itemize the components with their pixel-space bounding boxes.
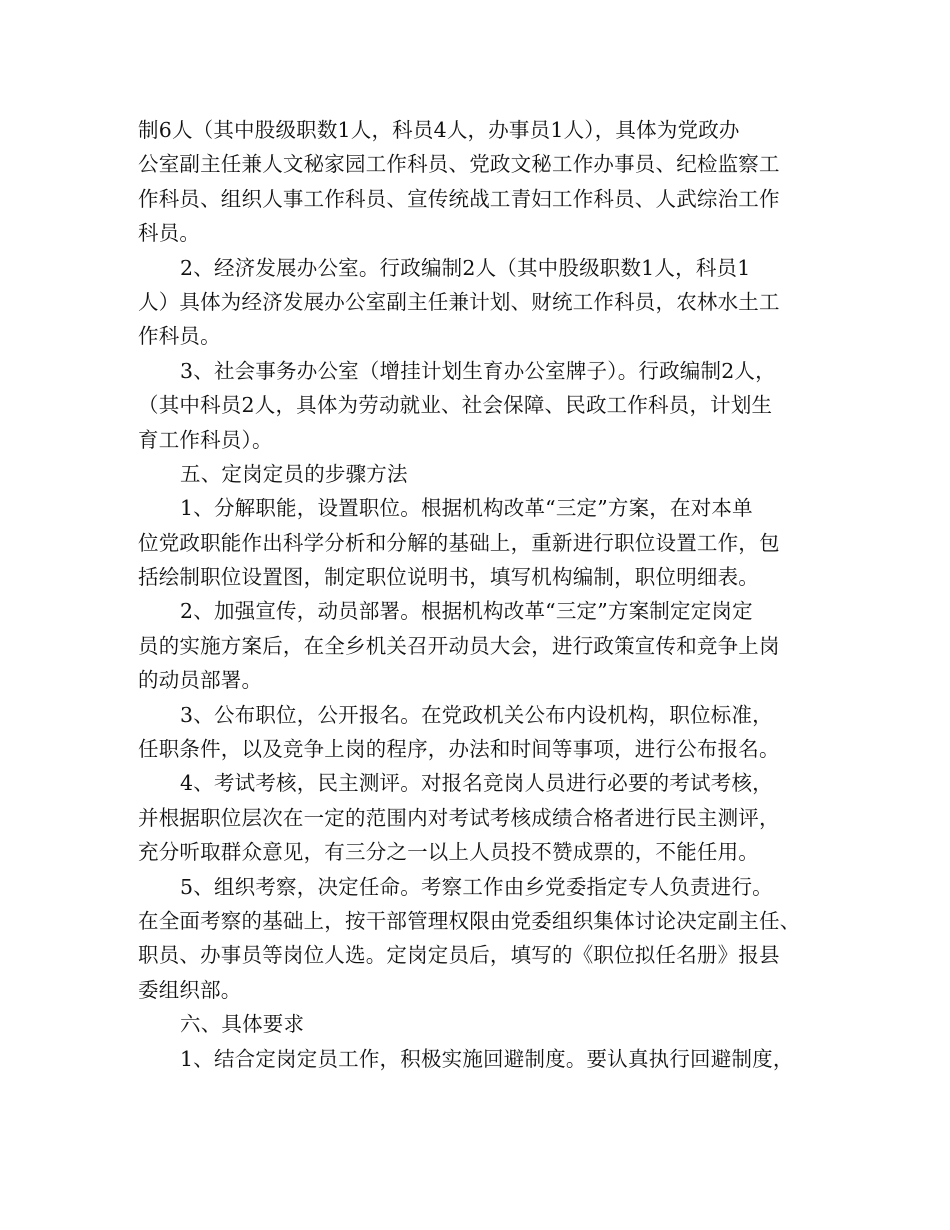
paragraph-start-line: 1、分解职能，设置职位。根据机构改革“三定”方案，在对本单: [180, 496, 753, 521]
section-heading: 六、具体要求: [180, 1012, 305, 1037]
paragraph-start-line: 2、经济发展办公室。行政编制2人（其中股级职数1人，科员1: [180, 255, 751, 280]
text-line: （其中科员2人，具体为劳动就业、社会保障、民政工作科员，计划生: [138, 393, 773, 418]
text-line: 公室副主任兼人文秘家园工作科员、党政文秘工作办事员、纪检监察工: [138, 152, 780, 177]
text-line: 员的实施方案后，在全乡机关召开动员大会，进行政策宣传和竞争上岗: [138, 633, 780, 658]
paragraph-start-line: 4、考试考核，民主测评。对报名竞岗人员进行必要的考试考核，: [180, 771, 773, 796]
paragraph-start-line: 3、公布职位，公开报名。在党政机关公布内设机构，职位标准，: [180, 702, 773, 727]
text-line: 的动员部署。: [138, 668, 263, 693]
text-line: 人）具体为经济发展办公室副主任兼计划、财统工作科员，农林水土工: [138, 289, 780, 314]
text-line: 科员。: [138, 221, 201, 246]
document-page: [138, 113, 828, 1076]
paragraph-start-line: 5、组织考察，决定任命。考察工作由乡党委指定专人负责进行。: [180, 874, 773, 899]
section-heading: 五、定岗定员的步骤方法: [180, 461, 408, 486]
text-line: 充分听取群众意见，有三分之一以上人员投不赞成票的，不能任用。: [138, 840, 759, 865]
text-line: 在全面考察的基础上，按干部管理权限由党委组织集体讨论决定副主任、: [138, 908, 801, 933]
text-line: 作科员、组织人事工作科员、宣传统战工青妇工作科员、人武综治工作: [138, 186, 780, 211]
text-line: 制6人（其中股级职数1人，科员4人，办事员1人），具体为党政办: [138, 118, 740, 142]
text-line: 职员、办事员等岗位人选。定岗定员后，填写的《职位拟任名册》报县: [138, 943, 780, 968]
paragraph-start-line: 1、结合定岗定员工作，积极实施回避制度。要认真执行回避制度，: [180, 1046, 794, 1071]
text-line: 育工作科员）。: [138, 427, 273, 452]
text-line: 并根据职位层次在一定的范围内对考试考核成绩合格者进行民主测评，: [138, 805, 780, 830]
paragraph-start-line: 2、加强宣传，动员部署。根据机构改革“三定”方案制定定岗定: [180, 599, 753, 624]
text-line: 括绘制职位设置图，制定职位说明书，填写机构编制，职位明细表。: [138, 565, 759, 590]
text-line: 委组织部。: [138, 977, 242, 1002]
text-line: 作科员。: [138, 324, 221, 349]
paragraph-start-line: 3、社会事务办公室（增挂计划生育办公室牌子）。行政编制2人，: [180, 358, 776, 383]
text-line: 位党政职能作出科学分析和分解的基础上，重新进行职位设置工作，包: [138, 530, 780, 555]
text-line: 任职条件，以及竞争上岗的程序，办法和时间等事项，进行公布报名。: [138, 737, 780, 762]
